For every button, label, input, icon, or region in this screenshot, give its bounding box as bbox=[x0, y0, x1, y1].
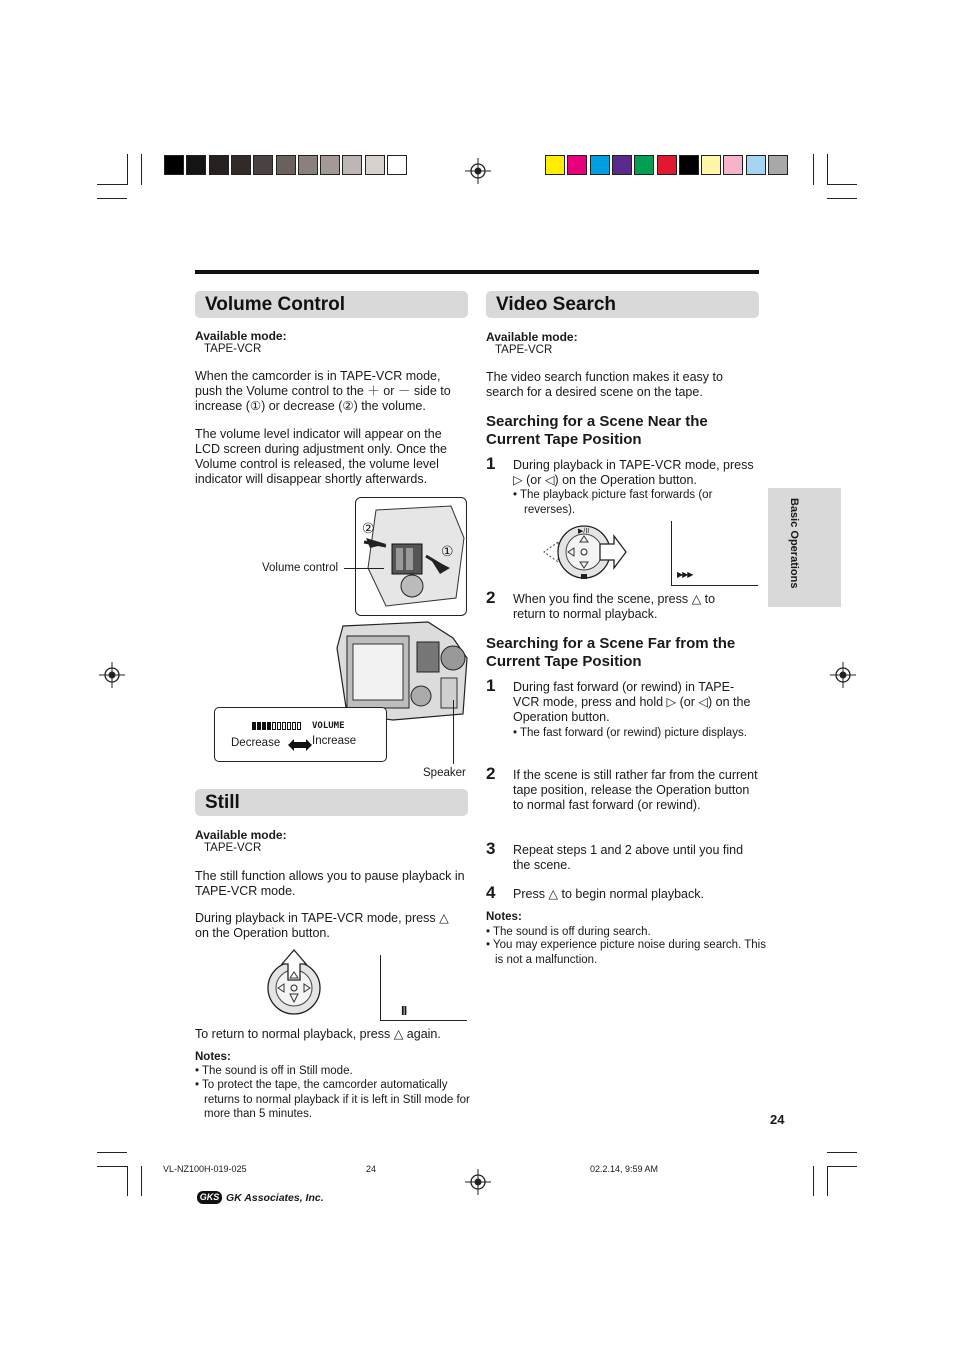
crop-mark bbox=[97, 184, 127, 185]
registration-mark-icon bbox=[465, 1169, 491, 1195]
crop-mark bbox=[813, 154, 814, 185]
registration-mark-icon bbox=[830, 662, 856, 688]
decrease-label: Decrease bbox=[231, 737, 281, 749]
pause-symbol: II bbox=[401, 1003, 407, 1018]
footer-page: 24 bbox=[366, 1164, 377, 1174]
step-number: 1 bbox=[486, 676, 496, 695]
section-title: Volume Control bbox=[205, 294, 346, 315]
color-swatch bbox=[768, 155, 788, 175]
notes-label: Notes: bbox=[195, 1051, 231, 1063]
note-item: • You may experience picture noise during search. This is not a malfunction. bbox=[486, 939, 766, 966]
color-swatch bbox=[365, 155, 385, 175]
section-header-volume bbox=[195, 291, 468, 318]
crop-mark bbox=[827, 1166, 857, 1167]
color-swatch bbox=[723, 155, 743, 175]
step-text: During playback in TAPE-VCR mode, press ▷ (or ◁) on the Operation button. bbox=[513, 458, 754, 487]
color-swatch bbox=[342, 155, 362, 175]
step-text: Repeat steps 1 and 2 above until you find the scene. bbox=[513, 843, 744, 872]
step-bullet: • The fast forward (or rewind) picture displays. bbox=[513, 727, 747, 739]
step-number: 4 bbox=[486, 883, 496, 902]
op-button-play-pause-label: ▶/II bbox=[578, 528, 590, 535]
color-swatch bbox=[164, 155, 184, 175]
color-swatch bbox=[567, 155, 587, 175]
increase-label: Increase bbox=[312, 735, 357, 747]
section-title: Still bbox=[205, 792, 240, 813]
color-swatch bbox=[701, 155, 721, 175]
section-header-still bbox=[195, 789, 468, 816]
speaker-label: Speaker bbox=[423, 767, 466, 779]
still-paragraph: The still function allows you to pause playback in TAPE-VCR mode. bbox=[195, 869, 465, 898]
step-number: 2 bbox=[486, 764, 496, 783]
subsection-title-far: Searching for a Scene Far from the Current Tape Position bbox=[486, 635, 736, 670]
registration-mark-icon bbox=[99, 662, 125, 688]
available-mode-label: Available mode: bbox=[195, 828, 287, 842]
color-swatch bbox=[298, 155, 318, 175]
company-logo bbox=[197, 1191, 222, 1204]
crop-mark bbox=[97, 1166, 127, 1167]
available-mode-label: Available mode: bbox=[486, 330, 578, 344]
crop-mark bbox=[97, 1152, 127, 1153]
crop-mark bbox=[97, 198, 127, 199]
mark-decrease: ② bbox=[362, 520, 375, 536]
footer-doc-code: VL-NZ100H-019-025 bbox=[163, 1164, 247, 1174]
note-item: • The sound is off during search. bbox=[486, 926, 651, 938]
fast-forward-symbol: ▶▶▶ bbox=[677, 570, 693, 579]
company-name: GK Associates, Inc. bbox=[226, 1192, 324, 1204]
subsection-title-near: Searching for a Scene Near the Current Tape Position bbox=[486, 413, 708, 448]
color-swatch bbox=[746, 155, 766, 175]
available-mode-label: Available mode: bbox=[195, 329, 287, 343]
still-screen-frame bbox=[380, 955, 467, 1021]
volume-paragraph: The volume level indicator will appear on the LCD screen during adjustment only. Once the Volume control is released, the volume level indicator will disappear shortly afterwards. bbox=[195, 427, 447, 486]
registration-mark-icon bbox=[465, 158, 491, 184]
video-intro: The video search function makes it easy to search for a desired scene on the tape. bbox=[486, 370, 723, 399]
speaker-leader-line bbox=[453, 700, 454, 764]
crop-mark bbox=[827, 198, 857, 199]
double-arrow-icon bbox=[288, 739, 312, 751]
color-swatch bbox=[320, 155, 340, 175]
crop-mark bbox=[141, 1166, 142, 1196]
color-swatch bbox=[590, 155, 610, 175]
crop-mark bbox=[827, 184, 857, 185]
available-mode-value: TAPE-VCR bbox=[204, 343, 262, 355]
crop-mark bbox=[827, 1152, 857, 1153]
step-text: When you find the scene, press △ to return to normal playback. bbox=[513, 592, 716, 621]
color-swatch bbox=[231, 155, 251, 175]
color-swatch bbox=[387, 155, 407, 175]
step-bullet: • The playback picture fast forwards (or reverses). bbox=[513, 489, 713, 516]
crop-mark bbox=[141, 154, 142, 185]
company-logo-text: GKS bbox=[199, 1192, 220, 1202]
still-paragraph: During playback in TAPE-VCR mode, press △ on the Operation button. bbox=[195, 911, 449, 940]
color-swatch bbox=[657, 155, 677, 175]
volume-paragraph: When the camcorder is in TAPE-VCR mode, push the Volume control to the ＋ or － side to increase (①) or decrease (②) the volume. bbox=[195, 369, 451, 413]
side-tab-label: Basic Operations bbox=[788, 498, 800, 589]
side-tab bbox=[768, 488, 841, 607]
step-number: 1 bbox=[486, 454, 496, 473]
volume-indicator-callout bbox=[214, 707, 387, 762]
top-rule bbox=[195, 270, 759, 274]
still-return-paragraph: To return to normal playback, press △ again. bbox=[195, 1027, 441, 1041]
color-swatch bbox=[253, 155, 273, 175]
mark-increase: ① bbox=[441, 543, 454, 559]
crop-mark bbox=[827, 1166, 828, 1196]
color-swatch bbox=[276, 155, 296, 175]
step-text: Press △ to begin normal playback. bbox=[513, 887, 704, 901]
volume-indicator-text: VOLUME bbox=[312, 721, 345, 731]
step-number: 2 bbox=[486, 588, 496, 607]
notes-label: Notes: bbox=[486, 911, 522, 923]
color-swatch bbox=[612, 155, 632, 175]
page-number: 24 bbox=[770, 1112, 785, 1127]
section-title: Video Search bbox=[496, 294, 617, 315]
footer-timestamp: 02.2.14, 9:59 AM bbox=[590, 1164, 659, 1174]
crop-mark bbox=[127, 1166, 128, 1196]
section-header-video-search bbox=[486, 291, 759, 318]
crop-mark bbox=[827, 154, 828, 185]
note-item: • To protect the tape, the camcorder automatically returns to normal playback if it is left in Still mode for more than 5 minutes. bbox=[195, 1079, 470, 1120]
crop-mark bbox=[127, 154, 128, 185]
volume-control-label: Volume control bbox=[262, 562, 339, 574]
color-swatch bbox=[634, 155, 654, 175]
color-swatch bbox=[679, 155, 699, 175]
available-mode-value: TAPE-VCR bbox=[204, 842, 262, 854]
leader-line bbox=[344, 568, 384, 569]
operation-button-up-icon bbox=[264, 946, 324, 1016]
step-number: 3 bbox=[486, 839, 496, 858]
step-text: During fast forward (or rewind) in TAPE-VCR mode, press and hold ▷ (or ◁) on the Operation button. bbox=[513, 680, 751, 724]
color-swatch bbox=[209, 155, 229, 175]
volume-level-bar bbox=[252, 722, 301, 730]
note-item: • The sound is off in Still mode. bbox=[195, 1065, 353, 1077]
crop-mark bbox=[813, 1166, 814, 1196]
step-text: If the scene is still rather far from the current tape position, release the Operation button to normal fast forward (or rewind). bbox=[513, 768, 758, 812]
available-mode-value: TAPE-VCR bbox=[495, 344, 553, 356]
color-swatch bbox=[545, 155, 565, 175]
color-swatch bbox=[186, 155, 206, 175]
